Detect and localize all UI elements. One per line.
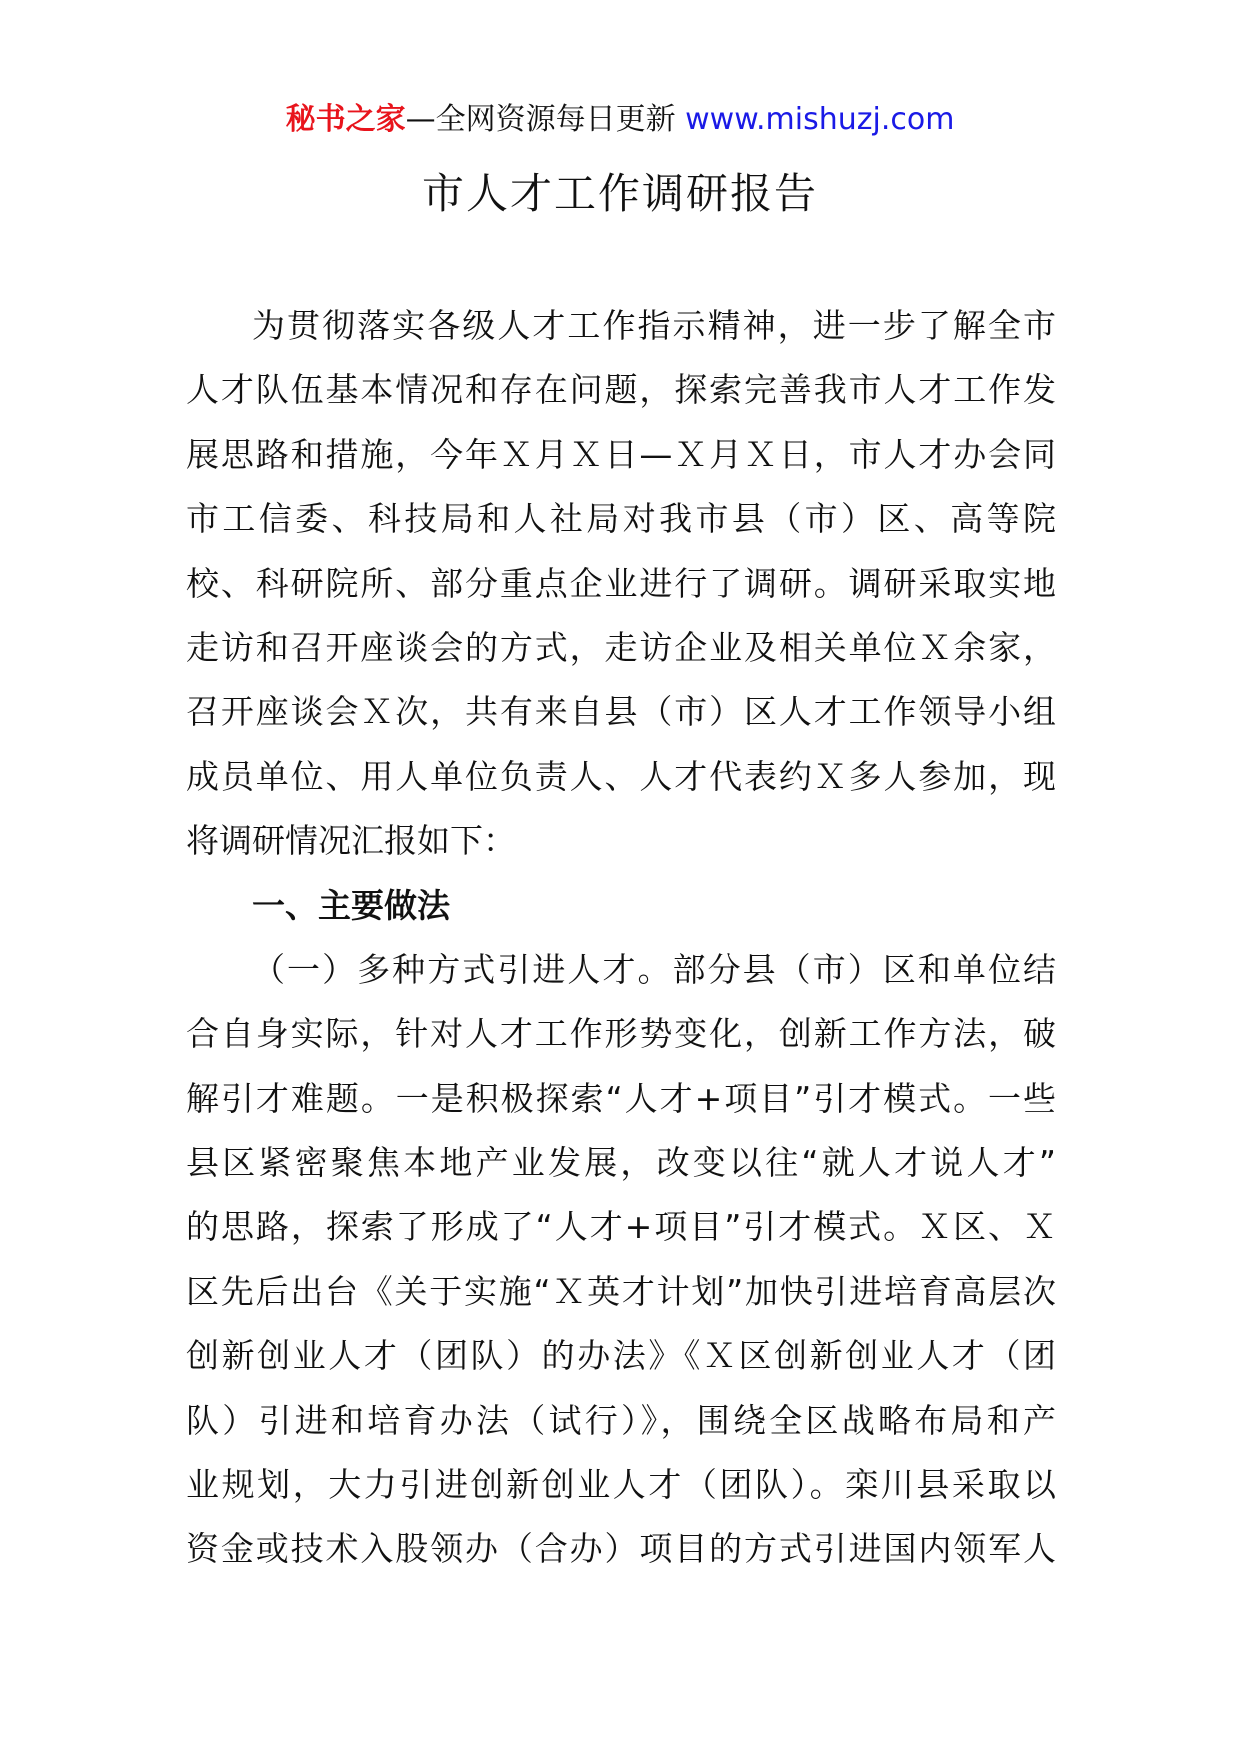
body-line: 成员单位、用人单位负责人、人才代表约Ｘ多人参加，现 <box>186 756 1056 796</box>
body-line: 的思路，探索了形成了“人才+项目”引才模式。Ｘ区、Ｘ <box>186 1207 1056 1247</box>
document-body <box>186 294 1056 1582</box>
body-line: 资金或技术入股领办（合办）项目的方式引进国内领军人 <box>186 1529 1056 1569</box>
body-line: （一）多种方式引进人才。部分县（市）区和单位结 <box>252 949 1056 989</box>
body-line: 走访和召开座谈会的方式，走访企业及相关单位Ｘ余家， <box>186 627 1056 667</box>
body-line: 县区紧密聚焦本地产业发展，改变以往“就人才说人才” <box>186 1143 1056 1183</box>
body-line: 召开座谈会Ｘ次，共有来自县（市）区人才工作领导小组 <box>186 692 1056 732</box>
body-line: 区先后出台《关于实施“Ｘ英才计划”加快引进培育高层次 <box>186 1271 1056 1311</box>
page-header <box>0 100 1240 140</box>
body-line: 队）引进和培育办法（试行）》，围绕全区战略布局和产 <box>186 1400 1056 1440</box>
brand-name: 秘书之家 <box>285 102 406 137</box>
body-line: 市工信委、科技局和人社局对我市县（市）区、高等院 <box>186 499 1056 539</box>
section-heading: 一、主要做法 <box>252 885 450 925</box>
body-line: 合自身实际，针对人才工作形势变化，创新工作方法，破 <box>186 1014 1056 1054</box>
body-line: 将调研情况汇报如下： <box>186 821 516 861</box>
website-link[interactable]: www.mishuzj.com <box>685 102 955 137</box>
body-line: 人才队伍基本情况和存在问题，探索完善我市人才工作发 <box>186 370 1056 410</box>
body-line: 解引才难题。一是积极探索“人才+项目”引才模式。一些 <box>186 1078 1056 1118</box>
body-line: 校、科研院所、部分重点企业进行了调研。调研采取实地 <box>186 563 1056 603</box>
body-line: 为贯彻落实各级人才工作指示精神，进一步了解全市 <box>252 306 1056 345</box>
body-line: 创新创业人才（团队）的办法》《Ｘ区创新创业人才（团 <box>186 1336 1056 1376</box>
body-line: 业规划，大力引进创新创业人才（团队）。栾川县采取以 <box>186 1465 1056 1505</box>
document-title: 市人才工作调研报告 <box>421 169 818 218</box>
body-line: 展思路和措施，今年Ｘ月Ｘ日—Ｘ月Ｘ日，市人才办会同 <box>186 434 1056 474</box>
header-slogan: —全网资源每日更新 <box>405 102 686 137</box>
